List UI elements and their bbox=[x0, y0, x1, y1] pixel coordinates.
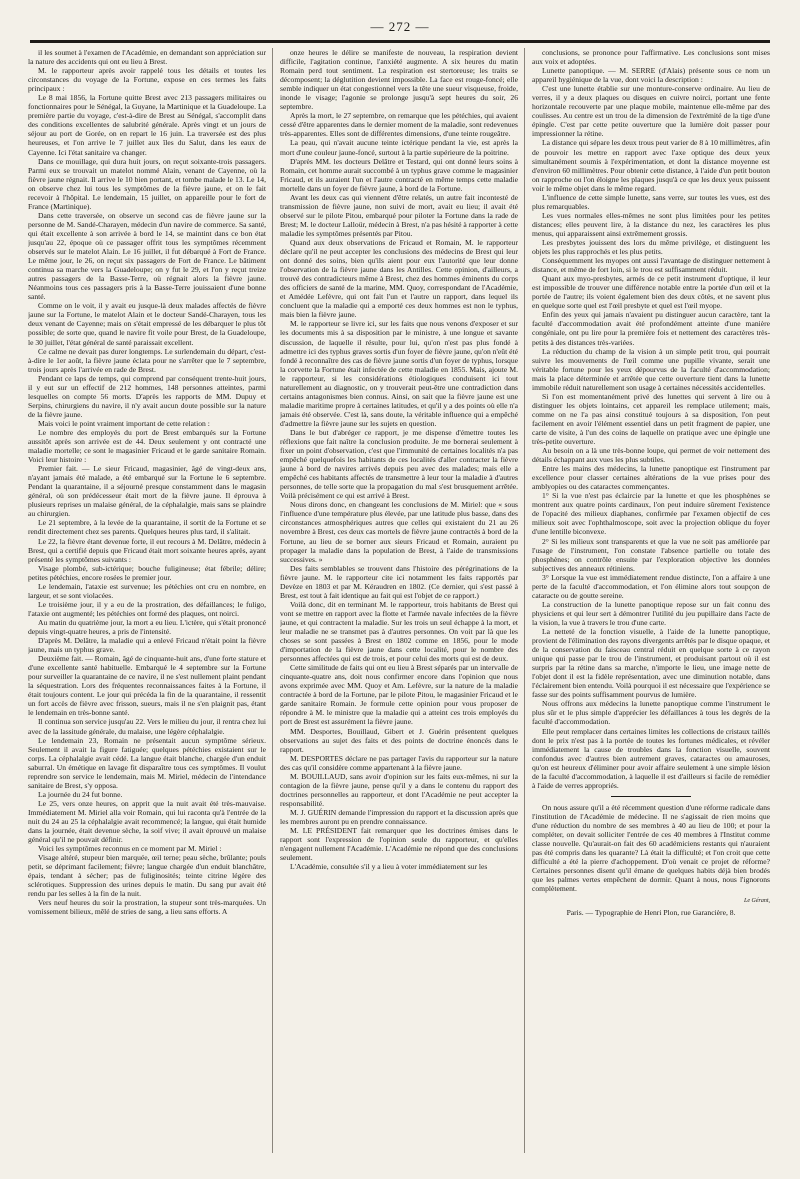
paragraph: Au matin du quatrième jour, la mort a eu lieu. L'ictère, qui s'était prononcé depuis vingt-quatre heures, a pris de l'intensité. bbox=[28, 617, 266, 636]
paragraph: L'influence de cette simple lunette, sans verre, sur toutes les vues, est des plus remarquables. bbox=[532, 192, 770, 211]
column-divider bbox=[524, 48, 525, 1153]
paragraph: Pendant ce laps de temps, qui comprend par conséquent trente-huit jours, il y eut sur un effectif de 212 hommes, 148 personnes atteintes, parmi lesquelles on compte 56 morts. D'après les rapports de MM. Dupuy et Serpins, chirurgiens du navire, il n'y avait aucun doute possible sur la nature de la fièvre jaune. bbox=[28, 373, 266, 419]
paragraph: Premier fait. — Le sieur Fricaud, magasinier, âgé de vingt-deux ans, n'ayant jamais été malade, a été embarqué sur la Fortune le 6 septembre. Pendant la quarantaine, il a séjourné presque constamment dans le magasin général, où son prédécesseur était mort de la fièvre jaune. Il éprouva à plusieurs reprises un malaise général, de la céphalalgie, mais sans se plaindre au chirurgien. bbox=[28, 464, 266, 519]
paragraph: Le lendemain 23, Romain ne présentait aucun symptôme sérieux. Seulement il avait la figure fatiguée; quelques pétéchies existaient sur le corps. La céphalalgie avait cédé. La langue était blanche, chargée d'un enduit saburral. Un émétique en lavage fit disparaître tous ces symptômes. Il voulut reprendre son service le lendemain, mais M. Miriel, médecin de l'intendance sanitaire de Brest, s'y opposa. bbox=[28, 735, 266, 790]
paragraph: 3° Lorsque la vue est immédiatement rendue distincte, l'on a affaire à une perte de la faculté d'accommodation, et l'on élimine alors tout soupçon de cataracte ou de goutte sereine. bbox=[532, 572, 770, 600]
page-number: — 272 — bbox=[370, 19, 430, 34]
paragraph: Ce calme ne devait pas durer longtemps. Le surlendemain du départ, c'est-à-dire le 1er août, la fièvre jaune éclata pour ne s'arrêter que le 7 septembre, trois jours après l'arrivée en rade de Brest. bbox=[28, 346, 266, 374]
paragraph: 1° Si la vue n'est pas éclaircie par la lunette et que les phosphènes se montrent aux quatre points cardinaux, l'on peut induire sûrement l'existence de l'opacité des milieux diaphanes, confirmée par l'examen objectif de ces milieux soit avec l'ophthalmoscope, soit avec la projection oblique du foyer d'une lentille biconvexe. bbox=[532, 491, 770, 537]
paragraph: La netteté de la fonction visuelle, à l'aide de la lunette panoptique, provient de l'élimination des rayons divergents arrêtés par le disque opaque, et de la conservation du faisceau central réduit en quelque sorte à ce rayon unique qui passe par le trou de l'instrument, et produisant partout où il est surpris par la rétine dans sa marche, n'importe le lieu, une image nette de l'objet dont il est la fidèle représentation, avec une diminution notable, dans l'éclairement bien entendu. Voilà pourquoi il est nécessaire que l'expérience se fasse sur des points suffisamment pourvus de lumière. bbox=[532, 627, 770, 700]
paragraph: Le lendemain, l'ataxie est survenue; les pétéchies ont cru en nombre, en largeur, et se sont violacées. bbox=[28, 581, 266, 600]
paragraph: L'Académie, consultée s'il y a lieu à voter immédiatement sur les bbox=[290, 862, 488, 872]
paragraph: Entre les mains des médecins, la lunette panoptique est l'instrument par excellence pour classer certaines altérations de la vue prises pour des amblyopies ou des cataractes commençantes. bbox=[532, 464, 770, 492]
paragraph: Il continua son service jusqu'au 22. Vers le milieu du jour, il rentra chez lui avec de la lassitude générale, du malaise, une légère céphalalgie. bbox=[28, 717, 266, 736]
gerant-signature: Le Gérant, bbox=[744, 898, 770, 905]
paragraph: M. LE PRÉSIDENT fait remarquer que les doctrines émises dans le rapport sont l'expression de l'opinion seule du rapporteur, et qu'elles n'engagent nullement l'Académie. L'Académie ne répond que des conclusions seulement. bbox=[280, 826, 518, 863]
paragraph: Comme on le voit, il y avait eu jusque-là deux malades affectés de fièvre jaune sur la Fortune, le matelot Alain et le docteur Sandé-Charayen, tous les deux venant de Cayenne; mais on s'était empressé de les débarquer le plus tôt possible; de sorte que, quand le navire fit voile pour Brest, de la Guadeloupe, le 30 juillet, l'état général de santé paraissait excellent. bbox=[28, 301, 266, 347]
paragraph: M. le rapporteur se livre ici, sur les faits que nous venons d'exposer et sur les documents mis à sa disposition par le ministre, à une longue et savante discussion, de laquelle il résulte, pour lui, qu'on n'est pas plus fondé à admettre ici des typhus graves sortis d'un foyer de fièvre jaune, qu'on n'eût été fondé à reconnaître des cas de fièvre jaune sortis d'un foyer de typhus, lorsque la corvette la Fortune était infectée de cette maladie en 1855. Mais, ajoute M. le rapporteur, si les considérations étiologiques conduisent ici tout naturellement au diagnostic, on y trouverait peut-être une contradiction dans certains antagonismes bien connus. Ainsi, on sait que la fièvre jaune est une maladie maritime propre à certaines latitudes, et qu'il y a des points où elle n'a jamais été observée. C'est là, sans doute, la véritable influence qui a empêché d'admettre la fièvre jaune sur les sujets en question. bbox=[280, 319, 518, 428]
paragraph: La réduction du champ de la vision à un simple petit trou, qui pourrait suivre les mouvements de l'œil comme une pupille vivante, serait une véritable fortune pour les yeux dépourvus de la faculté d'accommodation; mais la place déterminée et arrêtée que cette ouverture tient dans la lunette immobile réduit naturellement son usage à certaines nécessités accidentelles. bbox=[532, 346, 770, 392]
column-1 bbox=[28, 48, 266, 1153]
paragraph: Quant aux myo-presbytes, armés de ce petit instrument d'optique, il leur est impossible de trouver une différence notable entre la portée d'un œil et la portée de l'autre; ils voient également bien des deux côtés, et ne savent plus en quelque sorte quel est l'œil presbyte et quel est l'œil myope. bbox=[532, 274, 770, 311]
paragraph: Le 21 septembre, à la levée de la quarantaine, il sortit de la Fortune et se rendit directement chez ses parents. Quelques heures plus tard, il s'alitait. bbox=[28, 518, 266, 537]
column-2 bbox=[280, 48, 518, 1153]
paragraph: D'après M. Delâtre, la maladie qui a enlevé Fricaud n'était point la fièvre jaune, mais un typhus grave. bbox=[28, 636, 266, 655]
paragraph: Dans ce mouillage, qui dura huit jours, on reçut soixante-trois passagers. Parmi eux se trouvait un matelot nommé Alain, venant de Cayenne, où la fièvre jaune régnait. Il arrive le 10 bien portant, et tombe malade le 13. Le 14, on observe chez lui tous les symptômes de la fièvre jaune, et on le fait recevoir à l'hôpital. Le lendemain, 15 juillet, on appareille pour le fort de France (Martinique). bbox=[28, 156, 266, 211]
paragraph: Lunette panoptique. — M. SERRE (d'Alais) présente sous ce nom un appareil hygiénique de la vue, dont voici la description : bbox=[532, 66, 770, 85]
paragraph: Le 25, vers onze heures, on apprit que la nuit avait été très-mauvaise. Immédiatement M. Miriel alla voir Romain, qui lui raconta qu'à l'entrée de la nuit du 24 au 25 la céphalalgie avait recommencé; la langue, qui était humide dans la journée, était devenue sèche, la soif vive; il avait éprouvé un malaise général qu'il ne pouvait définir. bbox=[28, 798, 266, 845]
paragraph: Au besoin on a là une très-bonne loupe, qui permet de voir nettement des détails échappant aux vues les plus subtiles. bbox=[532, 446, 770, 465]
paragraph: Le 8 mai 1856, la Fortune quitte Brest avec 213 passagers militaires ou fonctionnaires pour le Sénégal, la Guyane, la Martinique et la Guadeloupe. La première partie du voyage, c'est-à-dire de Brest au Sénégal, s'accomplit dans des conditions excellentes de salubrité générale. Après vingt et un jours de séjour au port de Gorée, on en repart le 16 juin. La traversée est des plus heureuses, et l'on arrive le 7 juillet aux îles du Salut, dans les eaux de Cayenne. Ici l'état sanitaire va changer. bbox=[28, 93, 266, 157]
paragraph: Si l'on est momentanément privé des lunettes qui servent à lire ou à distinguer les objets lointains, cet appareil les remplace utilement; mais, comme on ne l'a pas ainsi constitué toujours à sa disposition, l'on peut facilement en avoir l'élément essentiel dans un petit fragment de papier, une carte de visite, à l'un des coins de laquelle on pratique avec une épingle une très-petite ouverture. bbox=[532, 391, 770, 447]
paragraph: Cette similitude de faits qui ont eu lieu à Brest séparés par un intervalle de cinquante-quatre ans, doit nous confirmer encore dans l'opinion que nous avons exprimée avec MM. Quoy et Am. Lefèvre, sur la nature de la maladie contractée à bord de la Fortune, par le pilote Pitou, le magasinier Fricaud et le garde sanitaire Romain. Je formule cette opinion pour vous proposer de répondre à M. le ministre que la maladie qui a atteint ces trois employés du port de Brest est assurément la fièvre jaune. bbox=[280, 663, 518, 727]
column-3 bbox=[532, 48, 770, 1153]
paragraph: La journée du 24 fut bonne. bbox=[38, 789, 123, 799]
paragraph: M. le rapporteur après avoir rappelé tous les détails et toutes les circonstances du voyage de la Fortune, expose en ces termes les faits principaux : bbox=[28, 66, 266, 94]
paragraph: Mais voici le point vraiment important de cette relation : bbox=[38, 418, 210, 428]
paragraph: Enfin des yeux qui jamais n'avaient pu distinguer aucun caractère, tant la faculté d'accommodation avait été profondément atteinte d'une manière congéniale, ont pu lire pour la première fois et nettement des caractères très-petits à des distances très-variées. bbox=[532, 310, 770, 347]
paragraph: Dans cette traversée, on observe un second cas de fièvre jaune sur la personne de M. Sandé-Charayen, médecin d'un navire de commerce. Sa santé, qui était excellente à son arrivée à bord le 14, se maintint dans ce bon état jusqu'au 22, époque où ce passager offrit tous les symptômes récemment observés sur le matelot Alain. Le 16 juillet, il fut débarqué à Fort de France. Le même jour, le 26, on reçut six passagers de Fort de France. Le bâtiment continua sa marche vers la Guadeloupe; on y fut le 29, et l'on y reçut treize autres passagers de la Basse-Terre, où régnait alors la fièvre jaune. Néanmoins tous ces passagers pris à la Basse-Terre jouissaient d'une bonne santé. bbox=[28, 210, 266, 302]
paragraph: Nous dirons donc, en changeant les conclusions de M. Miriel: que « sous l'influence d'une température plus élevée, par une latitude plus basse, dans des circonstances atmosphériques autres que celles qui existaient du 21 au 26 novembre à Brest, ces deux cas mortels de fièvre jaune contractés à bord de la Fortune, au lieu de se borner aux sieurs Fricaud et Romain, auraient pu propager la maladie dans la population de Brest, à l'aide de transmissions successives. » bbox=[280, 500, 518, 564]
paragraph: M. J. GUÉRIN demande l'impression du rapport et la discussion après que les membres auront pu en prendre connaissance. bbox=[280, 807, 518, 826]
paragraph: Conséquemment les myopes ont aussi l'avantage de distinguer nettement à distance, et même de fort loin, si le trou est suffisamment réduit. bbox=[532, 256, 770, 275]
paragraph: Voici les symptômes reconnus en ce moment par M. Miriel : bbox=[38, 844, 222, 854]
page-header bbox=[30, 16, 770, 38]
printer-imprint: Paris. — Typographie de Henri Plon, rue Garancière, 8. bbox=[566, 908, 736, 918]
paragraph: MM. Desportes, Bouillaud, Gibert et J. Guérin présentent quelques observations au sujet des faits et des points de doctrine énoncés dans le rapport. bbox=[280, 726, 518, 754]
paragraph: Les presbytes jouissent des lors du même privilège, et distinguent les objets les plus rapprochés et les plus petits. bbox=[532, 237, 770, 257]
paragraph: Visage altéré, stupeur bien marquée, œil terne; peau sèche, brûlante; pouls petit, se déprimant facilement; fièvre; langue chargée d'un enduit blanchâtre, épais, tendant à sécher; pas de fuliginosités; teinte citrine légère des sclérotiques. Suppression des urines depuis le matin. Du sang pur avait été rendu par les selles à la fin de la nuit. bbox=[28, 853, 266, 899]
paragraph: Voilà donc, dit en terminant M. le rapporteur, trois habitants de Brest qui vont se mettre en rapport avec la flotte et l'armée navale infectées de la fièvre jaune, et qui contractent la maladie. Sur les trois un seul échappe à la mort, et leur maladie ne se transmet pas à d'autres personnes. On voit par là que les choses se sont passées à Brest en 1802 comme en 1856, pour le mode d'importation de la fièvre jaune dans cette localité, pour le nombre des personnes affectées qui est de trois, et pour celui des morts qui est de deux. bbox=[280, 599, 518, 664]
paragraph: La peau, qui n'avait aucune teinte ictérique pendant la vie, est après la mort d'une couleur jaune-foncé, surtout à la partie supérieure de la poitrine. bbox=[280, 138, 518, 157]
paragraph: M. BOUILLAUD, sans avoir d'opinion sur les faits eux-mêmes, ni sur la contagion de la fièvre jaune, pense qu'il y a dans le contenu du rapport des doctrines personnelles au rapporteur, et dont l'Académie ne peut accepter la responsabilité. bbox=[280, 771, 518, 808]
paragraph: Le troisième jour, il y a eu de la prostration, des défaillances; le fuligo, l'ataxie ont augmenté; les pétéchies ont formé des plaques, ont noirci. bbox=[28, 599, 266, 618]
paragraph: Dans le but d'abréger ce rapport, je me dispense d'émettre toutes les réflexions que fait naître la conclusion produite. Je me bornerai seulement à fixer un point d'observation, c'est que l'immunité de certaines localités n'a pas empêché quelquefois les habitants de ces localités d'aller contracter la fièvre jaune à bord de navires arrivés depuis peu avec des malades; mais elle a empêché ces habitants affectés de transmettre à leur tour la maladie à d'autres personnes, de telle sorte que la propagation du mal s'est brusquement arrêtée. Voilà précisément ce qui est arrivé à Brest. bbox=[280, 427, 518, 501]
paragraph: Quand aux deux observations de Fricaud et Romain, M. le rapporteur déclare qu'il ne peut accepter les conclusions des médecins de Brest qui leur ont donné des soins, bien qu'ils aient pour eux l'autorité que leur donne l'observation de la fièvre jaune dans les Antilles. Cette opinion, d'ailleurs, a trouvé des contradicteurs même à Brest, chez des hommes éminents du corps des officiers de santé de la marine, MM. Quoy, correspondant de l'Académie, et Amédée Lefèvre, qui ont fait l'un et l'autre un rapport, dans lequel ils concluent que la maladie qui a emporté ces deux hommes est non le typhus, mais bien la fièvre jaune. bbox=[280, 237, 518, 320]
paragraph: La distance qui sépare les deux trous peut varier de 8 à 10 millimètres, afin de pouvoir les mettre en rapport avec l'axe optique des deux yeux simultanément soumis à l'expérimentation, et dont la distance moyenne est d'environ 60 millimètres. Pour obtenir cette distance, à l'aide d'un petit bouton on rapproche ou l'on éloigne les plaques jusqu'à ce que les deux yeux puissent voir le même objet dans le même regard. bbox=[532, 138, 770, 193]
paragraph: Avant les deux cas qui viennent d'être relatés, un autre fait incontesté de transmission de fièvre jaune, non suivi de mort, avait eu lieu; il avait été observé sur le pilote Pitou, embarqué pour piloter la Fortune dans la rade de Brest; M. le docteur Lalloür, médecin à Brest, n'a pas hésité à rapporter à cette maladie les symptômes présentés par Pitou. bbox=[280, 192, 518, 238]
paragraph: On nous assure qu'il a été récemment question d'une réforme radicale dans l'institution de l'Académie de médecine. Il ne s'agissait de rien moins que d'une réduction du nombre de ses membres à 40 au lieu de 100; et pour la compléter, on devait solliciter l'entrée de ces 40 membres à l'Institut comme classe nouvelle. Qu'aurait-on fait des 60 académiciens restants qui n'auraient pas été compris dans les quarante? Là était la difficulté; et l'on croit que cette difficulté a été la pierre d'achoppement. D'où venait ce projet de réforme? Certaines personnes disent qu'il émane de quelques habits déjà bien brodés que les palmes vertes empêchent de dormir. Quant à nous, nous l'ignorons complètement. bbox=[532, 802, 770, 894]
paragraph: La construction de la lunette panoptique repose sur un fait connu des physiciens et qui leur sert à démontrer l'utilité du jeu pupillaire dans l'acte de la vision, la vue à travers le trou d'une carte. bbox=[532, 599, 770, 627]
paragraph: Après la mort, le 27 septembre, on remarque que les pétéchies, qui avaient cessé d'être apparentes dans le dernier moment de la maladie, sont redevenues très-apparentes. Elles sont de différentes dimensions, d'une teinte rougeâtre. bbox=[280, 111, 518, 139]
paragraph: Visage plombé, sub-ictérique; bouche fuligineuse; état fébrile; délire; petites pétéchies, encore rosées le premier jour. bbox=[28, 563, 266, 582]
paragraph: Le 22, la fièvre étant devenue forte, il eut recours à M. Delâtre, médecin à Brest, qui a certifié depuis que Fricaud était mort soixante heures après, ayant présenté les symptômes suivants : bbox=[28, 536, 266, 564]
paragraph: il les soumet à l'examen de l'Académie, en demandant son appréciation sur la nature des accidents qui ont eu lieu à Brest. bbox=[28, 48, 266, 67]
paragraph: Des faits semblables se trouvent dans l'histoire des pérégrinations de la fièvre jaune. M. le rapporteur cite ici notamment les faits rapportés par Devèze en 1803 et par M. Kéraudren en 1802. (Ce dernier, qui s'est passé à Brest, est tout à fait identique au fait qui est l'objet de ce rapport.) bbox=[280, 563, 518, 600]
paragraph: Les vues normales elles-mêmes ne sont plus limitées pour les petites distances; elles peuvent lire, à la distance du nez, les caractères les plus menus, qui apparaissent ainsi extrêmement grossis. bbox=[532, 210, 770, 238]
paragraph: Elle peut remplacer dans certaines limites les collections de cristaux taillés dont le prix n'est pas à la portée de toutes les fortunes médicales, et révéler immédiatement la cause de troubles dans la fonction visuelle, souvent confondus avec d'autres bien autrement graves, cataractes ou amauroses, qu'on est heureux d'éliminer pour avoir affaire seulement à une simple lésion de la faculté d'accommodation, à laquelle il est d'ailleurs si facile de remédier à l'aide de verres appropriés. bbox=[532, 726, 770, 790]
paragraph: D'après MM. les docteurs Delâtre et Testard, qui ont donné leurs soins à Romain, cet homme aurait succombé à un typhus grave comme le magasinier Fricaud, et ils auraient l'un et l'autre contracté en même temps cette maladie mortelle dans un foyer de fièvre jaune, à bord de la Fortune. bbox=[280, 156, 518, 193]
paragraph: M. DESPORTES déclare ne pas partager l'avis du rapporteur sur la nature des cas qu'il considère comme appartenant à la fièvre jaune. bbox=[280, 753, 518, 772]
column-divider bbox=[272, 48, 273, 1153]
paragraph: Deuxième fait. — Romain, âgé de cinquante-huit ans, d'une forte stature et d'une excellente santé habituelle. Embarqué le 4 septembre sur la Fortune pour surveiller la quarantaine de ce navire, il ne s'est nullement plaint pendant la séquestration. Lors des fréquentes reconnaissances faites à la Fortune, il était toujours content. Le jour qui précéda la fin de la quarantaine, il ressentit un fort accès de fièvre avec frisson, sueurs, mais il ne s'en plaignit pas, étant le lendemain en très-bonne santé. bbox=[28, 654, 266, 718]
header-rule bbox=[30, 40, 770, 43]
paragraph: onze heures le délire se manifeste de nouveau, la respiration devient difficile, l'agitation continue, l'anxiété augmente. A six heures du matin Romain perd tout sentiment. La respiration est stertoreuse; les traits se décomposent; la déglutition devient impossible. La face est rouge-foncé; elle semble indiquer un état congestionnel vers la tête une sueur visqueuse, froide, inonde le visage; l'agonie se prolonge jusqu'à sept heures du soir, 26 septembre. bbox=[280, 48, 518, 112]
column-3-body bbox=[532, 48, 770, 893]
paragraph: Le nombre des employés du port de Brest embarqués sur la Fortune aussitôt après son arrivée est de 44. Deux seulement y ont contracté une maladie mortelle; ce sont le magasinier Fricaud et le garde sanitaire Romain. Voici leur histoire : bbox=[28, 427, 266, 465]
paragraph: 2° Si les milieux sont transparents et que la vue ne soit pas améliorée par l'usage de l'instrument, l'on constate l'absence partielle ou totale des phosphènes; on contrôle ensuite par l'exploration objective les données subjectives des anneaux rétiniens. bbox=[532, 536, 770, 573]
paragraph: Vers neuf heures du soir la prostration, la stupeur sont très-marquées. Un vomissement bilieux, mêlé de stries de sang, a lieu sans efforts. A bbox=[28, 898, 266, 917]
section-separator bbox=[611, 796, 691, 797]
paragraph: Nous offrons aux médecins la lunette panoptique comme l'instrument le plus sûr et le plus simple d'apprécier les défaillances à tous les degrés de la faculté d'accommodation. bbox=[532, 699, 770, 727]
paragraph: conclusions, se prononce pour l'affirmative. Les conclusions sont mises aux voix et adoptées. bbox=[532, 48, 770, 67]
paragraph: C'est une lunette établie sur une monture-conserve ordinaire. Au lieu de verres, il y a deux plaques ou disques en cuivre noirci, portant une fente horizontale recouverte par une plaque mobile, maintenue elle-même par des coulisses. Au centre est un trou de la dimension de l'extrémité de la tige d'une épingle. C'est par cette petite ouverture que la lumière doit passer pour impressionner la rétine. bbox=[532, 84, 770, 139]
